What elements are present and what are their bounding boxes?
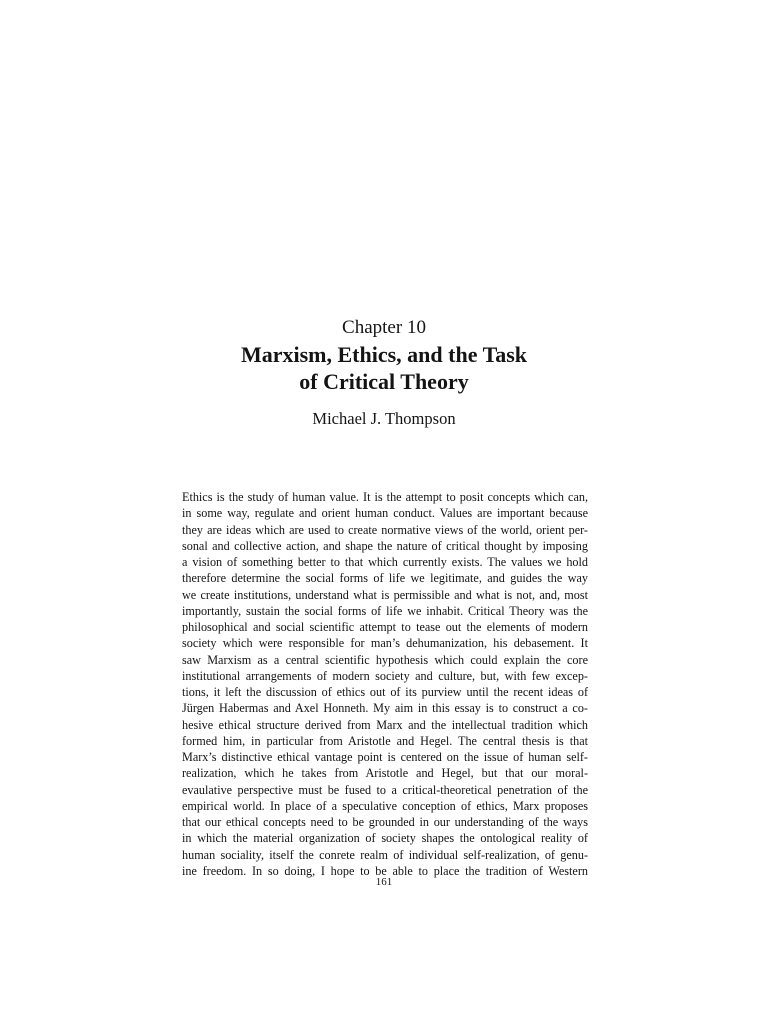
- body-line: empirical world. In place of a speculative conception of ethics, Marx proposes: [182, 798, 588, 813]
- body-line: therefore determine the social forms of life we legitimate, and guides the way: [182, 571, 588, 586]
- body-line: evaulative perspective must be fused to a critical-theoretical penetration of the: [182, 782, 588, 797]
- chapter-title-line-2: of Critical Theory: [299, 369, 469, 394]
- body-line: saw Marxism as a central scientific hypothesis which could explain the core: [182, 652, 588, 667]
- body-line: formed him, in particular from Aristotle and Hegel. The central thesis is that: [182, 733, 588, 748]
- body-line: tions, it left the discussion of ethics out of its purview until the recent ideas of: [182, 685, 588, 699]
- body-line: society which were responsible for man’s dehumanization, his debasement. It: [182, 636, 588, 651]
- body-paragraph: [182, 489, 588, 879]
- chapter-title-line-1: Marxism, Ethics, and the Task: [240, 342, 528, 367]
- body-line: human sociality, itself the conrete realm of individual self-realization, of genu-: [182, 847, 588, 862]
- chapter-label: Chapter 10: [342, 317, 426, 338]
- body-line: a vision of something better to that which currently exists. The values we hold: [182, 555, 588, 569]
- body-line: realization, which he takes from Aristotle and Hegel, but that our moral-: [182, 766, 588, 781]
- body-line: institutional arrangements of modern society and culture, but, with few excep-: [182, 668, 588, 683]
- body-line: that our ethical concepts need to be grounded in our understanding of the ways: [182, 815, 588, 829]
- page-number: 161: [375, 876, 393, 888]
- author-name: Michael J. Thompson: [312, 409, 456, 428]
- body-line: sonal and collective action, and shape the nature of critical thought by imposing: [182, 538, 588, 553]
- body-line: in which the material organization of society shapes the ontological reality of: [182, 831, 588, 846]
- body-line: importantly, sustain the social forms of life we inhabit. Critical Theory was the: [182, 603, 588, 618]
- body-line: hesive ethical structure derived from Marx and the intellectual tradition which: [182, 717, 588, 732]
- body-line: they are ideas which are used to create normative views of the world, orient per-: [182, 522, 588, 537]
- body-line: philosophical and social scientific attempt to tease out the elements of modern: [182, 620, 588, 634]
- body-line: Jürgen Habermas and Axel Honneth. My aim in this essay is to construct a co-: [182, 701, 588, 716]
- chapter-title: [0, 341, 768, 395]
- body-line: Ethics is the study of human value. It is the attempt to posit concepts which can,: [182, 490, 588, 504]
- body-line: ine freedom. In so doing, I hope to be able to place the tradition of Western: [182, 863, 588, 878]
- body-line: we create institutions, understand what is permissible and what is not, and, most: [182, 587, 588, 602]
- body-line: in some way, regulate and orient human conduct. Values are important because: [182, 506, 588, 521]
- body-line: Marx’s distinctive ethical vantage point is centered on the issue of human self-: [182, 750, 588, 764]
